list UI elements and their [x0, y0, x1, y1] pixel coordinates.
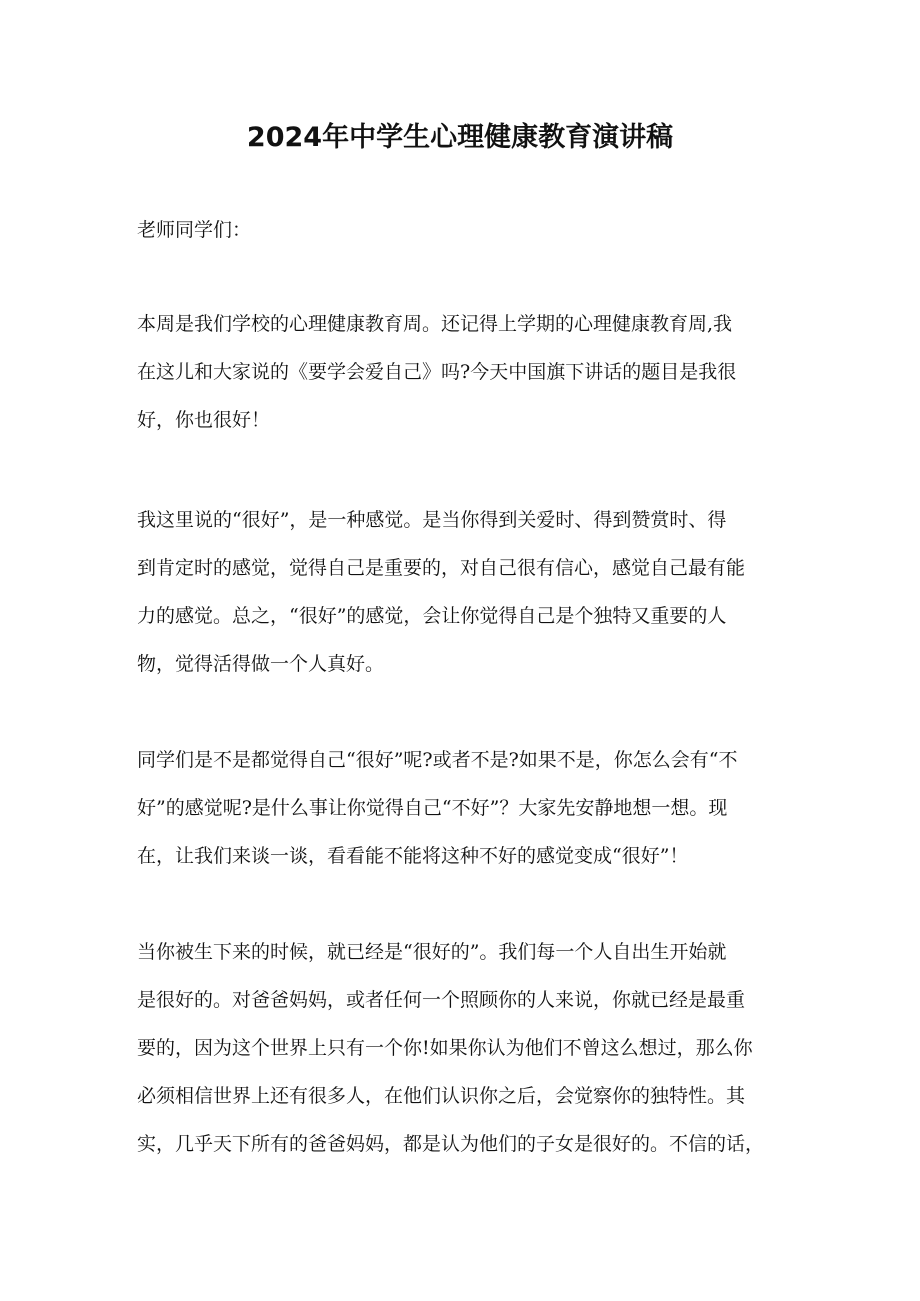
paragraph-line: 力的感觉。总之，“很好”的感觉，会让你觉得自己是个独特又重要的人 — [137, 605, 727, 627]
paragraph-line: 要的，因为这个世界上只有一个你!如果你认为他们不曾这么想过，那么你 — [137, 1037, 753, 1059]
paragraph-line: 到肯定时的感觉，觉得自己是重要的，对自己很有信心，感觉自己最有能 — [137, 557, 746, 579]
paragraph-line: 同学们是不是都觉得自己“很好”呢?或者不是?如果不是，你怎么会有“不 — [137, 749, 738, 771]
paragraph-line: 是很好的。对爸爸妈妈，或者任何一个照顾你的人来说，你就已经是最重 — [137, 989, 746, 1011]
paragraph-2 — [137, 504, 797, 696]
paragraph-line: 当你被生下来的时候，就已经是“很好的”。我们每一个人自出生开始就 — [137, 941, 727, 963]
paragraph-line: 在，让我们来谈一谈，看看能不能将这种不好的感觉变成“很好”！ — [137, 845, 689, 867]
paragraph-line: 必须相信世界上还有很多人，在他们认识你之后，会觉察你的独特性。其 — [137, 1085, 746, 1107]
paragraph-line: 实，几乎天下所有的爸爸妈妈，都是认为他们的子女是很好的。不信的话， — [137, 1133, 765, 1155]
paragraph-1 — [137, 308, 797, 452]
greeting: 老师同学们： — [137, 219, 252, 241]
paragraph-line: 在这儿和大家说的《要学会爱自己》吗?今天中国旗下讲话的题目是我很 — [137, 361, 737, 383]
paragraph-line: 物，觉得活得做一个人真好。 — [137, 653, 385, 675]
document-title: 2024年中学生心理健康教育演讲稿 — [246, 122, 674, 153]
paragraph-4 — [137, 936, 797, 1176]
paragraph-3 — [137, 744, 797, 888]
paragraph-line: 好，你也很好！ — [137, 409, 271, 431]
paragraph-line: 我这里说的“很好”，是一种感觉。是当你得到关爱时、得到赞赏时、得 — [137, 509, 727, 531]
paragraph-line: 好”的感觉呢?是什么事让你觉得自己“不好”？大家先安静地想一想。现 — [137, 797, 728, 819]
paragraph-line: 本周是我们学校的心理健康教育周。还记得上学期的心理健康教育周,我 — [137, 313, 733, 335]
